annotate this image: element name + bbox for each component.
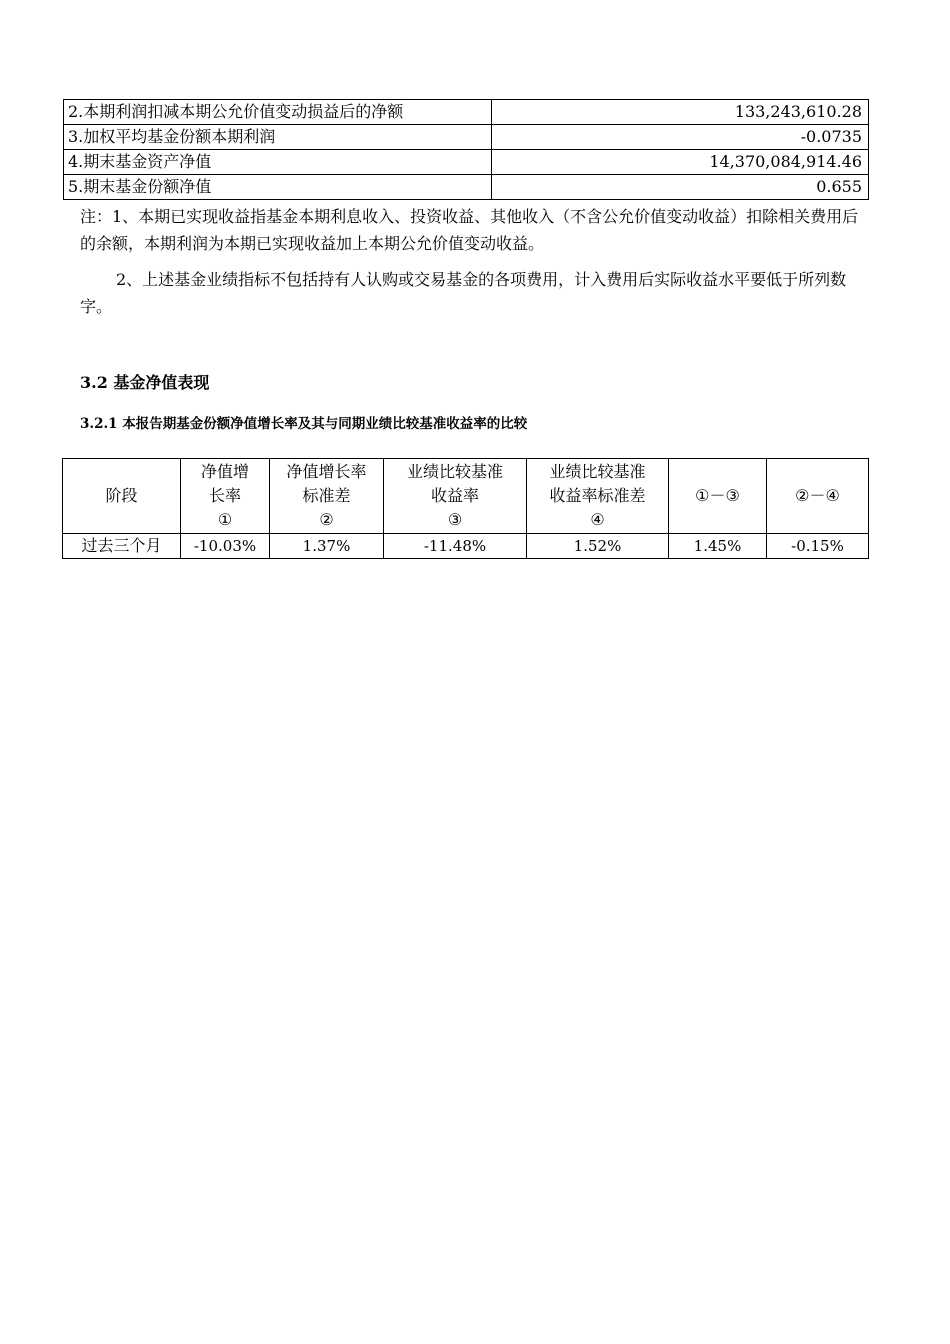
cell-period: 过去三个月 (63, 534, 181, 559)
note-1: 注：1、本期已实现收益指基金本期利息收入、投资收益、其他收入（不含公允价值变动收益）扣除相关费用后的余额，本期利润为本期已实现收益加上本期公允价值变动收益。 (80, 207, 859, 253)
indicator-value: 133,243,610.28 (492, 100, 869, 125)
note-2: 2、上述基金业绩指标不包括持有人认购或交易基金的各项费用，计入费用后实际收益水平要低于所列数字。 (80, 270, 847, 316)
header-nav-growth-std: 净值增长率 标准差 ② (270, 459, 384, 534)
performance-table (62, 458, 869, 559)
cell-benchmark-return: -11.48% (384, 534, 527, 559)
table-row (64, 100, 869, 125)
indicator-value: 0.655 (492, 175, 869, 200)
section-title: 3.2 基金净值表现 (80, 373, 210, 392)
table-header-row (63, 459, 869, 534)
header-benchmark-std: 业绩比较基准 收益率标准差 ④ (527, 459, 669, 534)
header-diff-2-4: ②－④ (767, 459, 869, 534)
indicator-label: 2.本期利润扣减本期公允价值变动损益后的净额 (64, 100, 492, 125)
indicator-label: 4.期末基金资产净值 (64, 150, 492, 175)
cell-nav-growth-std: 1.37% (270, 534, 384, 559)
indicator-table (63, 99, 869, 200)
indicator-label: 3.加权平均基金份额本期利润 (64, 125, 492, 150)
indicator-label: 5.期末基金份额净值 (64, 175, 492, 200)
header-period: 阶段 (63, 459, 181, 534)
table-row (64, 150, 869, 175)
indicator-value: -0.0735 (492, 125, 869, 150)
cell-nav-growth: -10.03% (181, 534, 270, 559)
header-benchmark-return: 业绩比较基准 收益率 ③ (384, 459, 527, 534)
table-row (63, 534, 869, 559)
section-subtitle: 3.2.1 本报告期基金份额净值增长率及其与同期业绩比较基准收益率的比较 (80, 416, 528, 432)
cell-diff-2-4: -0.15% (767, 534, 869, 559)
cell-benchmark-std: 1.52% (527, 534, 669, 559)
table-row (64, 175, 869, 200)
table-row (64, 125, 869, 150)
header-nav-growth: 净值增 长率 ① (181, 459, 270, 534)
header-diff-1-3: ①－③ (669, 459, 767, 534)
indicator-value: 14,370,084,914.46 (492, 150, 869, 175)
cell-diff-1-3: 1.45% (669, 534, 767, 559)
